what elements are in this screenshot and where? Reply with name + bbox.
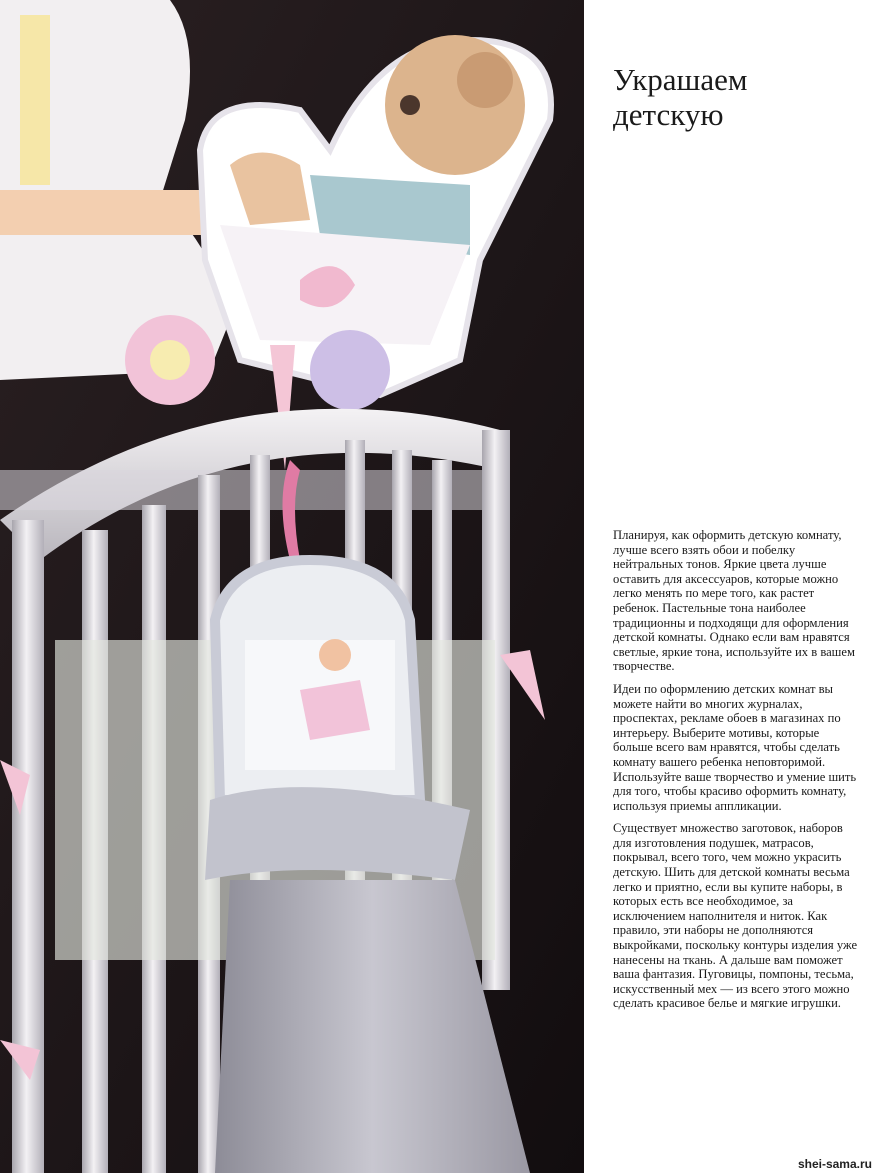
paragraph-1: Планируя, как оформить детскую комнату, лучше всего взять обои и побелку нейтральных тонов. Яркие цвета лучше оставить для аксессуаров, которые можно легко менять по мере того, как растет ребенок. Пастельные тона наиболее традиционны и подходящи для оформления детской комнаты. Однако если вам нравятся светлые, яркие тона, используйте их в вашем творчестве. — [613, 528, 855, 674]
page-title — [613, 62, 863, 132]
site-watermark: shei-sama.ru — [797, 1157, 872, 1171]
title-line-2: детскую — [613, 97, 724, 132]
paragraph-3: Существует множество заготовок, наборов для изготовления подушек, матрасов, покрывал, всего того, чем можно украсить детскую. Шить для детской комнаты весьма легко и приятно, если вы купите наборы, в которых есть все необходимое, за исключением наполнителя и ниток. Как правило, эти наборы не дополняются выкройками, поскольку контуры изделия уже нанесены на ткань. А дальше вам поможет ваша фантазия. Пуговицы, помпоны, тесьма, искусственный мех — из всего этого можно сделать красивое белье и мягкие игрушки. — [613, 821, 858, 1011]
title-line-1: Украшаем — [613, 62, 748, 97]
article-body — [613, 528, 859, 1019]
paragraph-2: Идеи по оформлению детских комнат вы можете найти во многих журналах, проспектах, рекламе обоев в магазинах по интерьеру. Выберите мотивы, которые больше всего вам нравятся, чтобы сделать комнату вашего ребенка неповторимой. Используйте ваше творчество и умение шить для того, чтобы красиво оформить комнату, используя приемы аппликации. — [613, 681, 857, 813]
